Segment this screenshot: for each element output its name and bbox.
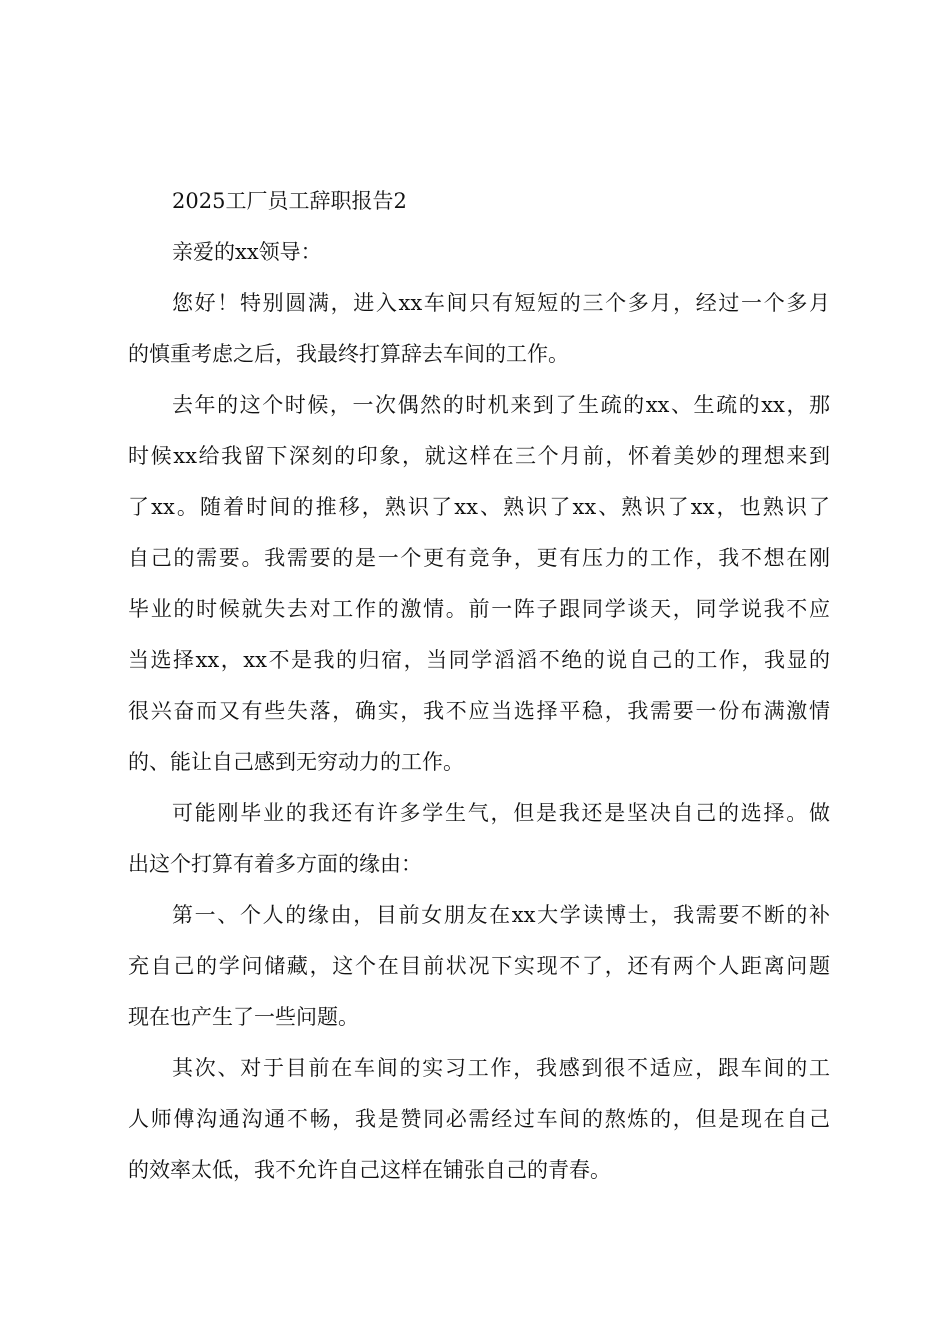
paragraph-line: 充自己的学问储藏，这个在目前状况下实现不了，还有两个人距离问题 — [128, 954, 830, 978]
paragraph — [128, 278, 830, 380]
paragraph-line: 的慎重考虑之后，我最终打算辞去车间的工作。 — [128, 342, 569, 366]
paragraph-line: 很兴奋而又有些失落，确实，我不应当选择平稳，我需要一份布满激情 — [128, 699, 830, 723]
paragraph-line: 毕业的时候就失去对工作的激情。前一阵子跟同学谈天，同学说我不应 — [128, 597, 830, 621]
paragraph-line: 的效率太低，我不允许自己这样在铺张自己的青春。 — [128, 1158, 611, 1182]
paragraph-line: 人师傅沟通沟通不畅，我是赞同必需经过车间的熬炼的，但是现在自己 — [128, 1107, 830, 1131]
paragraph — [128, 380, 830, 788]
paragraph-line: 第一、个人的缘由，目前女朋友在xx大学读博士，我需要不断的补 — [172, 903, 830, 927]
paragraph-line: 其次、对于目前在车间的实习工作，我感到很不适应，跟车间的工 — [172, 1056, 830, 1080]
paragraph — [128, 890, 830, 1043]
paragraph-line: 自己的需要。我需要的是一个更有竞争，更有压力的工作，我不想在刚 — [128, 546, 830, 570]
paragraph-line: 了xx。随着时间的推移，熟识了xx、熟识了xx、熟识了xx，也熟识了 — [128, 495, 830, 519]
paragraph-line: 的、能让自己感到无穷动力的工作。 — [128, 750, 464, 774]
paragraph-line: 出这个打算有着多方面的缘由： — [128, 852, 422, 876]
paragraph — [128, 788, 830, 890]
paragraph-line: 您好！特别圆满，进入xx车间只有短短的三个多月，经过一个多月 — [172, 291, 830, 315]
salutation: 亲爱的xx领导： — [172, 240, 322, 264]
paragraph — [128, 1043, 830, 1196]
paragraph-line: 当选择xx，xx不是我的归宿，当同学滔滔不绝的说自己的工作，我显的 — [128, 648, 830, 672]
document-title: 2025工厂员工辞职报告2 — [172, 189, 407, 213]
document-body — [128, 176, 830, 1196]
paragraph-line: 现在也产生了一些问题。 — [128, 1005, 359, 1029]
paragraph-line: 时候xx给我留下深刻的印象，就这样在三个月前，怀着美妙的理想来到 — [128, 444, 830, 468]
paragraph-line: 去年的这个时候，一次偶然的时机来到了生疏的xx、生疏的xx，那 — [172, 393, 830, 417]
paragraph-line: 可能刚毕业的我还有许多学生气，但是我还是坚决自己的选择。做 — [172, 801, 830, 825]
